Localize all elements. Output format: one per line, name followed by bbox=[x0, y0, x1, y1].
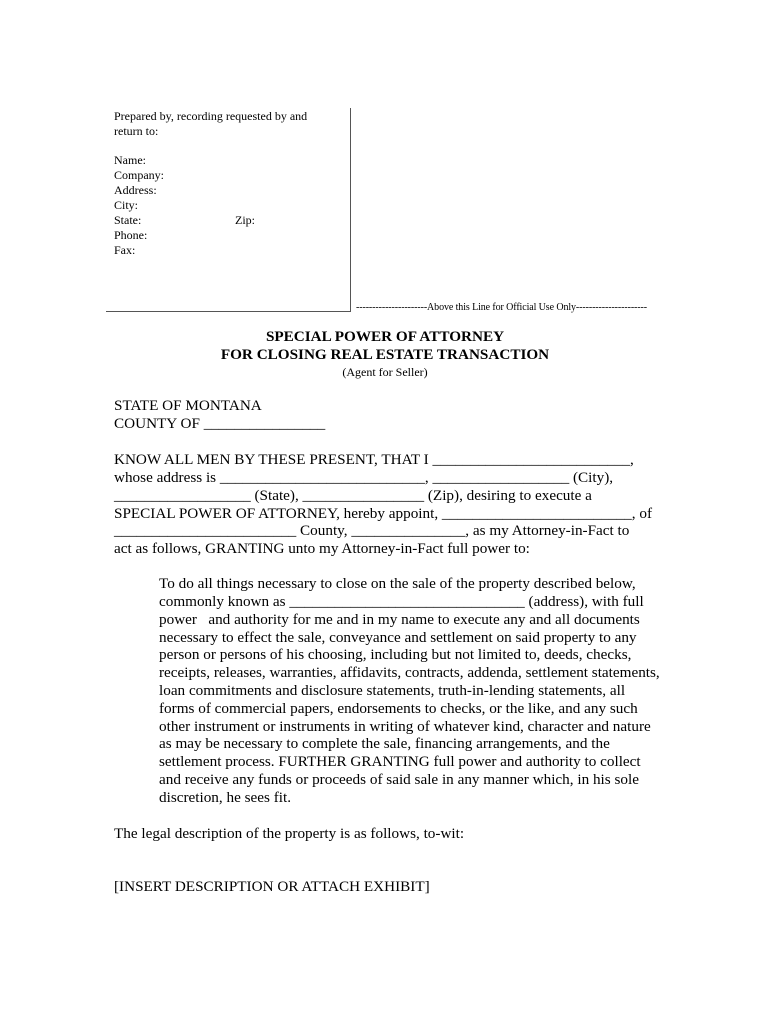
powers-line: settlement process. FURTHER GRANTING full power and authority to collect bbox=[159, 753, 641, 770]
powers-line: power and authority for me and in my name to execute any and all documents bbox=[159, 611, 640, 628]
intro-line: SPECIAL POWER OF ATTORNEY, hereby appoint, _________________________, of bbox=[114, 505, 653, 522]
field-address: Address: bbox=[114, 183, 157, 197]
venue-state: STATE OF MONTANA bbox=[114, 397, 262, 414]
powers-line: discretion, he sees fit. bbox=[159, 789, 292, 806]
field-city: City: bbox=[114, 198, 139, 212]
field-zip: Zip: bbox=[235, 213, 255, 227]
field-name: Name: bbox=[114, 153, 146, 167]
title-line-1: SPECIAL POWER OF ATTORNEY bbox=[265, 328, 505, 345]
powers-line: receipts, releases, warranties, affidavits, contracts, addenda, settlement statements, bbox=[159, 664, 660, 681]
powers-line: forms of commercial papers, endorsements to checks, or the like, and any such bbox=[159, 700, 638, 717]
powers-line: commonly known as _______________________________ (address), with full bbox=[159, 593, 644, 610]
powers-line: person or persons of his choosing, including but not limited to, deeds, checks, bbox=[159, 646, 632, 663]
venue-county: COUNTY OF ________________ bbox=[114, 415, 326, 432]
field-phone: Phone: bbox=[114, 228, 148, 242]
field-state: State: bbox=[114, 213, 142, 227]
field-company: Company: bbox=[114, 168, 164, 182]
powers-line: loan commitments and disclosure statements, truth-in-lending statements, all bbox=[159, 682, 626, 699]
intro-line: act as follows, GRANTING unto my Attorney-in-Fact full power to: bbox=[114, 540, 530, 557]
prepared-by-line: Prepared by, recording requested by and bbox=[114, 109, 308, 123]
intro-line: KNOW ALL MEN BY THESE PRESENT, THAT I __________________________, bbox=[114, 451, 634, 468]
powers-line: To do all things necessary to close on the sale of the property described below, bbox=[159, 575, 636, 592]
powers-line: and receive any funds or proceeds of said sale in any manner which, in his sole bbox=[159, 771, 639, 788]
official-use-label: ----------------------Above this Line for Official Use Only---------------------- bbox=[356, 302, 647, 313]
insert-description-placeholder: [INSERT DESCRIPTION OR ATTACH EXHIBIT] bbox=[114, 878, 430, 895]
intro-line: ________________________ County, _______________, as my Attorney-in-Fact to bbox=[114, 522, 630, 539]
header-box-bottom-line bbox=[106, 311, 351, 312]
intro-line: __________________ (State), ________________ (Zip), desiring to execute a bbox=[114, 487, 592, 504]
legal-description-label: The legal description of the property is as follows, to-wit: bbox=[114, 825, 465, 842]
field-fax: Fax: bbox=[114, 243, 136, 257]
title-subtitle: (Agent for Seller) bbox=[342, 365, 428, 379]
title-line-2: FOR CLOSING REAL ESTATE TRANSACTION bbox=[220, 346, 550, 363]
header-box-divider bbox=[350, 108, 351, 312]
powers-line: other instrument or instruments in writing of whatever kind, character and nature bbox=[159, 718, 651, 735]
intro-line: whose address is ___________________________, __________________ (City), bbox=[114, 469, 614, 486]
powers-line: necessary to effect the sale, conveyance and settlement on said property to any bbox=[159, 629, 637, 646]
prepared-by-line: return to: bbox=[114, 124, 159, 138]
powers-line: as may be necessary to complete the sale, financing arrangements, and the bbox=[159, 735, 610, 752]
